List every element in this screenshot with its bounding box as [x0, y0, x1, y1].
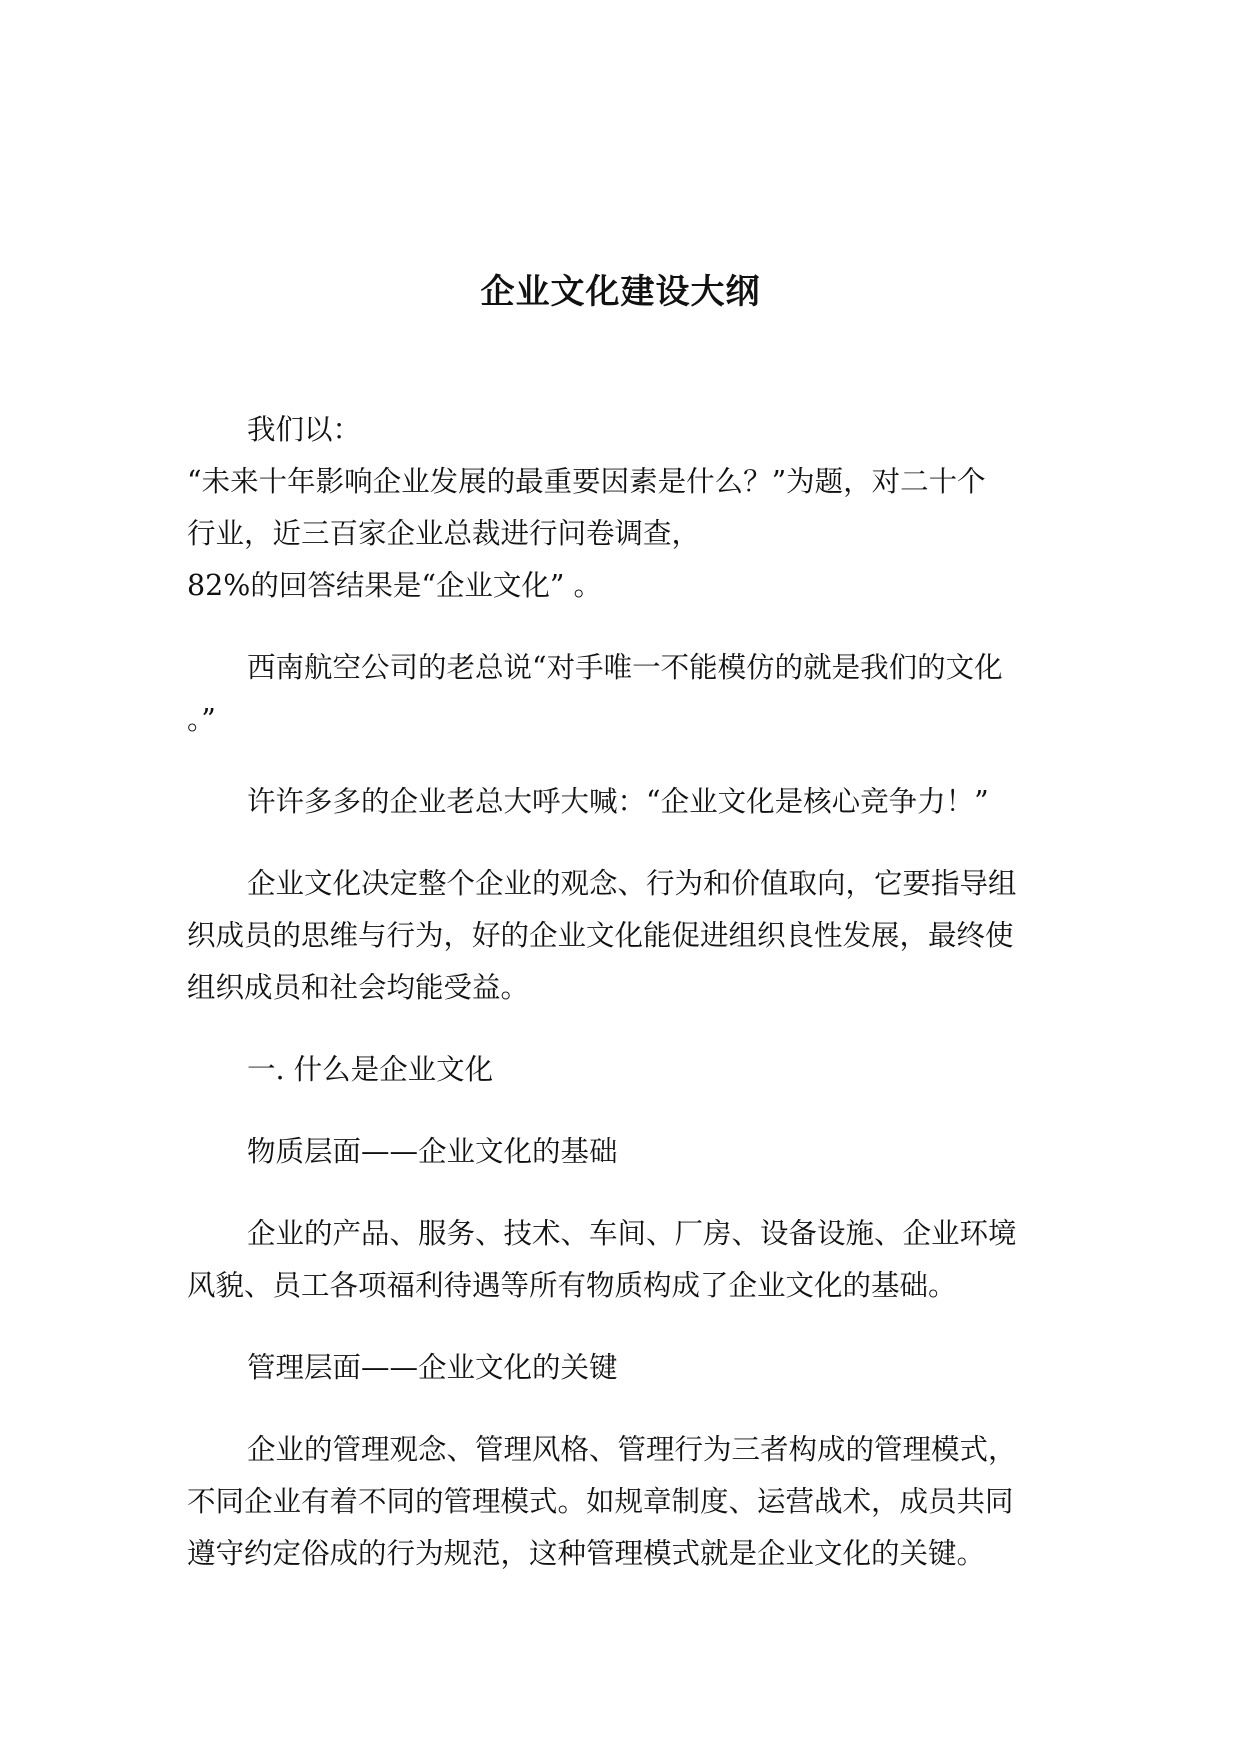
paragraph-line: 风貌、员工各项福利待遇等所有物质构成了企业文化的基础。 [187, 1269, 957, 1302]
document-body [187, 404, 1035, 1580]
subheading-management-level [187, 1342, 1035, 1394]
paragraph-core-competitiveness [187, 776, 1035, 828]
paragraph-line: 企业文化决定整个企业的观念、行为和价值取向，它要指导组 [247, 867, 1017, 900]
paragraph-line: 组织成员和社会均能受益。 [187, 971, 530, 1004]
paragraph-line: 。” [187, 703, 216, 736]
paragraph-line: 西南航空公司的老总说“对手唯一不能模仿的就是我们的文化 [247, 651, 1003, 684]
paragraph-line: 企业的产品、服务、技术、车间、厂房、设备设施、企业环境 [247, 1217, 1017, 1250]
subheading: 物质层面——企业文化的基础 [247, 1135, 618, 1168]
subheading-material-level [187, 1126, 1035, 1178]
section-heading: 一. 什么是企业文化 [247, 1053, 494, 1086]
paragraph-material-level [187, 1208, 1035, 1312]
paragraph-management-level [187, 1424, 1035, 1580]
paragraph-culture-role [187, 858, 1035, 1014]
document-title: 企业文化建设大纲 [480, 272, 761, 312]
paragraph-line: 行业，近三百家企业总裁进行问卷调查， [187, 517, 701, 550]
subheading: 管理层面——企业文化的关键 [247, 1351, 618, 1384]
paragraph-survey [187, 404, 1035, 612]
paragraph-southwest-quote [187, 642, 1035, 746]
paragraph-line: “未来十年影响企业发展的最重要因素是什么？”为题，对二十个 [187, 465, 986, 498]
paragraph-line: 不同企业有着不同的管理模式。如规章制度、运营战术，成员共同 [187, 1485, 1014, 1518]
paragraph-line: 我们以： [247, 413, 362, 446]
section-heading-what-is-culture [187, 1044, 1035, 1096]
paragraph-line: 许许多多的企业老总大呼大喊：“企业文化是核心竞争力！” [247, 785, 989, 818]
paragraph-line: 82%的回答结果是“企业文化” 。 [187, 569, 603, 602]
paragraph-line: 遵守约定俗成的行为规范，这种管理模式就是企业文化的关键。 [187, 1537, 986, 1570]
paragraph-line: 织成员的思维与行为，好的企业文化能促进组织良性发展，最终使 [187, 919, 1014, 952]
paragraph-line: 企业的管理观念、管理风格、管理行为三者构成的管理模式， [247, 1433, 1017, 1466]
